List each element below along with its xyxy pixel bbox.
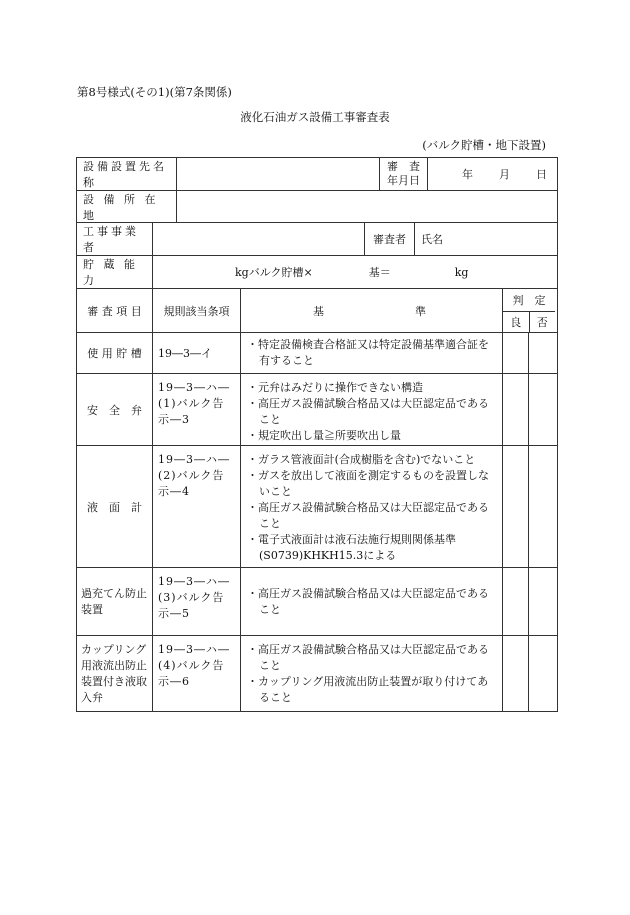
capacity-row bbox=[77, 255, 557, 288]
capacity-label: 貯 蔵 能 力 bbox=[83, 258, 138, 287]
row-clause: 19―3―ハ―(2)バルク告示―4 bbox=[152, 446, 240, 567]
row-standards bbox=[240, 568, 502, 635]
standard-item: ・特定設備検査合格証又は特定設備基準適合証を有すること bbox=[247, 338, 489, 367]
table-row bbox=[77, 635, 557, 711]
table-row bbox=[77, 373, 557, 445]
standard-item: ・元弁はみだりに操作できない構造 bbox=[247, 381, 423, 394]
judge-bad-cell[interactable] bbox=[528, 374, 555, 445]
standard-item: ・ガスを放出して液面を測定するものを設置しないこと bbox=[247, 469, 489, 498]
row-clause: 19―3―ハ―(3)バルク告示―5 bbox=[152, 568, 240, 635]
judge-bad-cell[interactable] bbox=[528, 333, 555, 373]
month-label: 月 bbox=[499, 168, 510, 181]
judge-good-cell[interactable] bbox=[502, 636, 528, 711]
inspection-form-table bbox=[76, 157, 558, 712]
row-standards bbox=[240, 333, 502, 373]
header-standard-right: 準 bbox=[415, 304, 426, 318]
facility-name-field[interactable] bbox=[176, 158, 379, 190]
judge-good-cell[interactable] bbox=[502, 568, 528, 635]
standard-item: ・高圧ガス設備試験合格品又は大臣認定品であること bbox=[247, 587, 489, 616]
standard-item: ・高圧ガス設備試験合格品又は大臣認定品であること bbox=[247, 501, 489, 530]
facility-name-label: 設備設置先名称 bbox=[83, 160, 167, 189]
judge-good-cell[interactable] bbox=[502, 374, 528, 445]
inspection-date-label bbox=[379, 158, 427, 190]
location-field[interactable] bbox=[176, 191, 555, 222]
header-bad: 否 bbox=[536, 316, 548, 329]
table-row bbox=[77, 445, 557, 567]
facility-name-row bbox=[77, 158, 557, 190]
row-standards bbox=[240, 636, 502, 711]
contractor-field[interactable] bbox=[152, 223, 364, 255]
location-label: 設 備 所 在 地 bbox=[83, 192, 159, 222]
row-item: 安 全 弁 bbox=[87, 403, 142, 417]
standard-item: ・規定吹出し量≧所要吹出し量 bbox=[247, 429, 401, 442]
year-label: 年 bbox=[462, 168, 473, 181]
inspector-label: 審査者 bbox=[364, 223, 414, 255]
units-label: 基＝ bbox=[368, 266, 391, 279]
judge-good-cell[interactable] bbox=[502, 333, 528, 373]
row-item: カップリング用液流出防止装置付き液取入弁 bbox=[81, 643, 147, 704]
contractor-row bbox=[77, 222, 557, 255]
page-subtitle: (バルク貯槽・地下設置) bbox=[422, 138, 546, 152]
header-standard bbox=[240, 289, 502, 332]
standard-item: ・高圧ガス設備試験合格品又は大臣認定品であること bbox=[247, 643, 489, 672]
name-label: 氏名 bbox=[421, 233, 443, 246]
inspection-date-field[interactable] bbox=[427, 158, 555, 190]
location-row bbox=[77, 190, 557, 222]
date-label: 年月日 bbox=[387, 174, 420, 187]
header-standard-left: 基 bbox=[313, 304, 324, 318]
header-judge-label: 判 定 bbox=[503, 289, 555, 312]
judge-bad-cell[interactable] bbox=[528, 446, 555, 567]
row-item: 液 面 計 bbox=[87, 500, 142, 514]
header-clause: 規則該当条項 bbox=[152, 289, 240, 332]
table-row bbox=[77, 332, 557, 373]
judge-bad-cell[interactable] bbox=[528, 568, 555, 635]
header-good: 良 bbox=[503, 312, 530, 332]
judge-bad-cell[interactable] bbox=[528, 636, 555, 711]
table-row bbox=[77, 567, 557, 635]
contractor-label: 工事事業者 bbox=[83, 225, 139, 254]
standard-item: ・カップリング用液流出防止装置が取り付けてあること bbox=[247, 675, 489, 704]
row-standards bbox=[240, 446, 502, 567]
inspection-label: 審 査 bbox=[387, 160, 420, 173]
day-label: 日 bbox=[536, 168, 547, 181]
standard-item: ・高圧ガス設備試験合格品又は大臣認定品であること bbox=[247, 397, 489, 426]
standard-item: ・ガラス管液面計(合成樹脂を含む)でないこと bbox=[247, 453, 476, 466]
row-clause: 19―3―イ bbox=[152, 333, 240, 373]
row-item: 過充てん防止装置 bbox=[81, 586, 147, 616]
header-judge bbox=[502, 289, 555, 332]
page-title: 液化石油ガス設備工事審査表 bbox=[240, 110, 390, 124]
row-clause: 19―3―ハ―(1)バルク告示―3 bbox=[152, 374, 240, 445]
capacity-field[interactable] bbox=[152, 256, 555, 288]
header-item: 審 査 項 目 bbox=[87, 304, 142, 318]
kg-unit: kg bbox=[454, 265, 469, 279]
form-number: 第8号様式(その1)(第7条関係) bbox=[77, 85, 232, 99]
capacity-formula: kgバルク貯槽× bbox=[235, 266, 313, 279]
standard-item: ・電子式液面計は液石法施行規則関係基準(S0739)KHKH15.3による bbox=[247, 533, 456, 562]
row-clause: 19―3―ハ―(4)バルク告示―6 bbox=[152, 636, 240, 711]
row-item: 使 用 貯 槽 bbox=[87, 347, 142, 360]
inspector-name-field[interactable] bbox=[414, 223, 555, 255]
table-header-row bbox=[77, 288, 557, 332]
judge-good-cell[interactable] bbox=[502, 446, 528, 567]
row-standards bbox=[240, 374, 502, 445]
